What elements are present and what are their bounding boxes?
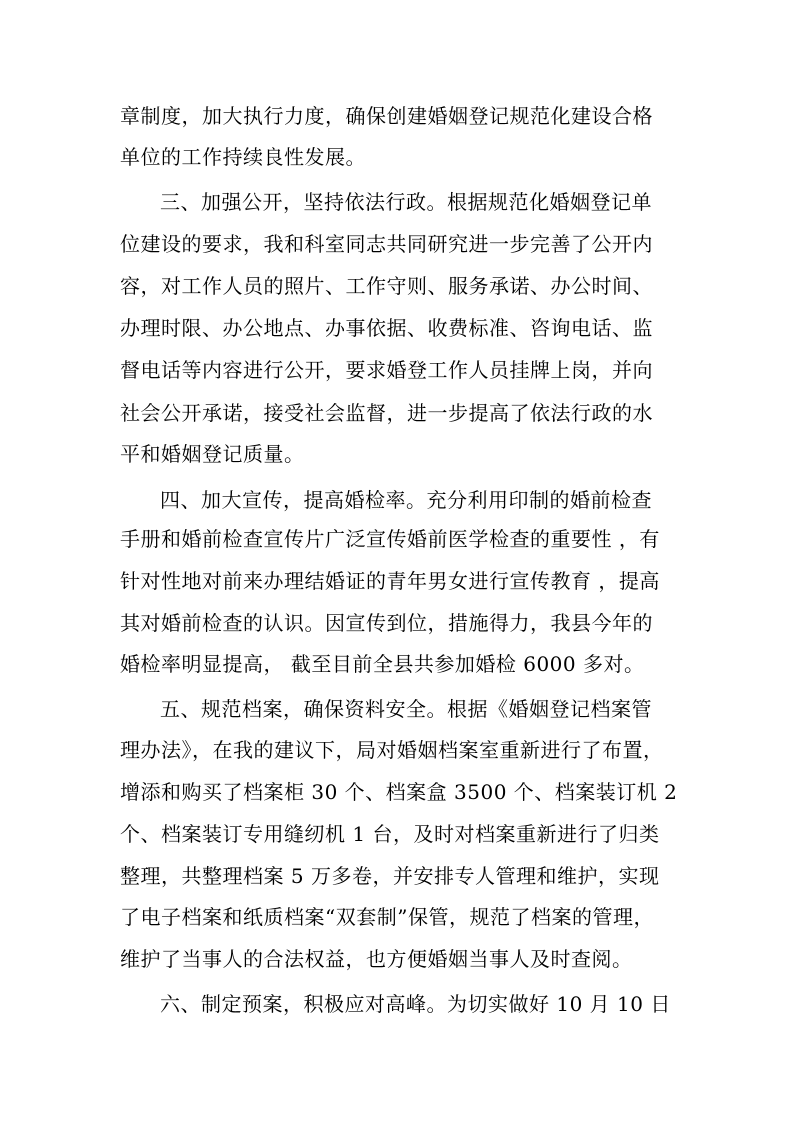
text-line: 单位的工作持续良性发展。: [120, 145, 366, 169]
text-line: 针对性地对前来办理结婚证的青年男女进行宣传教育 ，提高: [120, 569, 660, 593]
text-line: 整理，共整理档案 5 万多卷，并安排专人管理和维护，实现: [120, 864, 660, 888]
text-line: 婚检率明显提高， 截至目前全县共参加婚检 6000 多对。: [120, 652, 645, 676]
text-line: 增添和购买了档案柜 30 个、档案盒 3500 个、档案装订机 2: [120, 780, 678, 804]
text-line: 维护了当事人的合法权益，也方便婚姻当事人及时查阅。: [120, 947, 633, 971]
section-heading-line: 三、加强公开，坚持依法行政。根据规范化婚姻登记单: [160, 190, 652, 214]
text-line: 位建设的要求，我和科室同志共同研究进一步完善了公开内: [120, 232, 653, 256]
text-line: 容，对工作人员的照片、工作守则、服务承诺、办公时间、: [120, 274, 653, 298]
text-line: 手册和婚前检查宣传片广泛宣传婚前医学检查的重要性 ，有: [120, 527, 660, 551]
text-line: 平和婚姻登记质量。: [120, 442, 305, 466]
section-heading-line: 六、制定预案，积极应对高峰。为切实做好 10 月 10 日: [160, 992, 671, 1016]
text-line: 个、档案装订专用缝纫机 1 台，及时对档案重新进行了归类: [120, 822, 660, 846]
text-line: 社会公开承诺，接受社会监督，进一步提高了依法行政的水: [120, 401, 653, 425]
text-line: 督电话等内容进行公开，要求婚登工作人员挂牌上岗，并向: [120, 358, 653, 382]
section-heading-line: 四、加大宣传，提高婚检率。充分利用印制的婚前检查: [160, 488, 652, 512]
text-line: 章制度，加大执行力度，确保创建婚姻登记规范化建设合格: [120, 104, 653, 128]
section-heading-line: 五、规范档案，确保资料安全。根据《婚姻登记档案管: [160, 697, 652, 721]
text-line: 办理时限、办公地点、办事依据、收费标准、咨询电话、监: [120, 316, 653, 340]
text-line: 了电子档案和纸质档案“双套制”保管，规范了档案的管理，: [120, 905, 654, 929]
text-line: 其对婚前检查的认识。因宣传到位，措施得力，我县今年的: [120, 611, 653, 635]
text-line: 理办法》，在我的建议下，局对婚姻档案室重新进行了布置，: [120, 738, 664, 762]
